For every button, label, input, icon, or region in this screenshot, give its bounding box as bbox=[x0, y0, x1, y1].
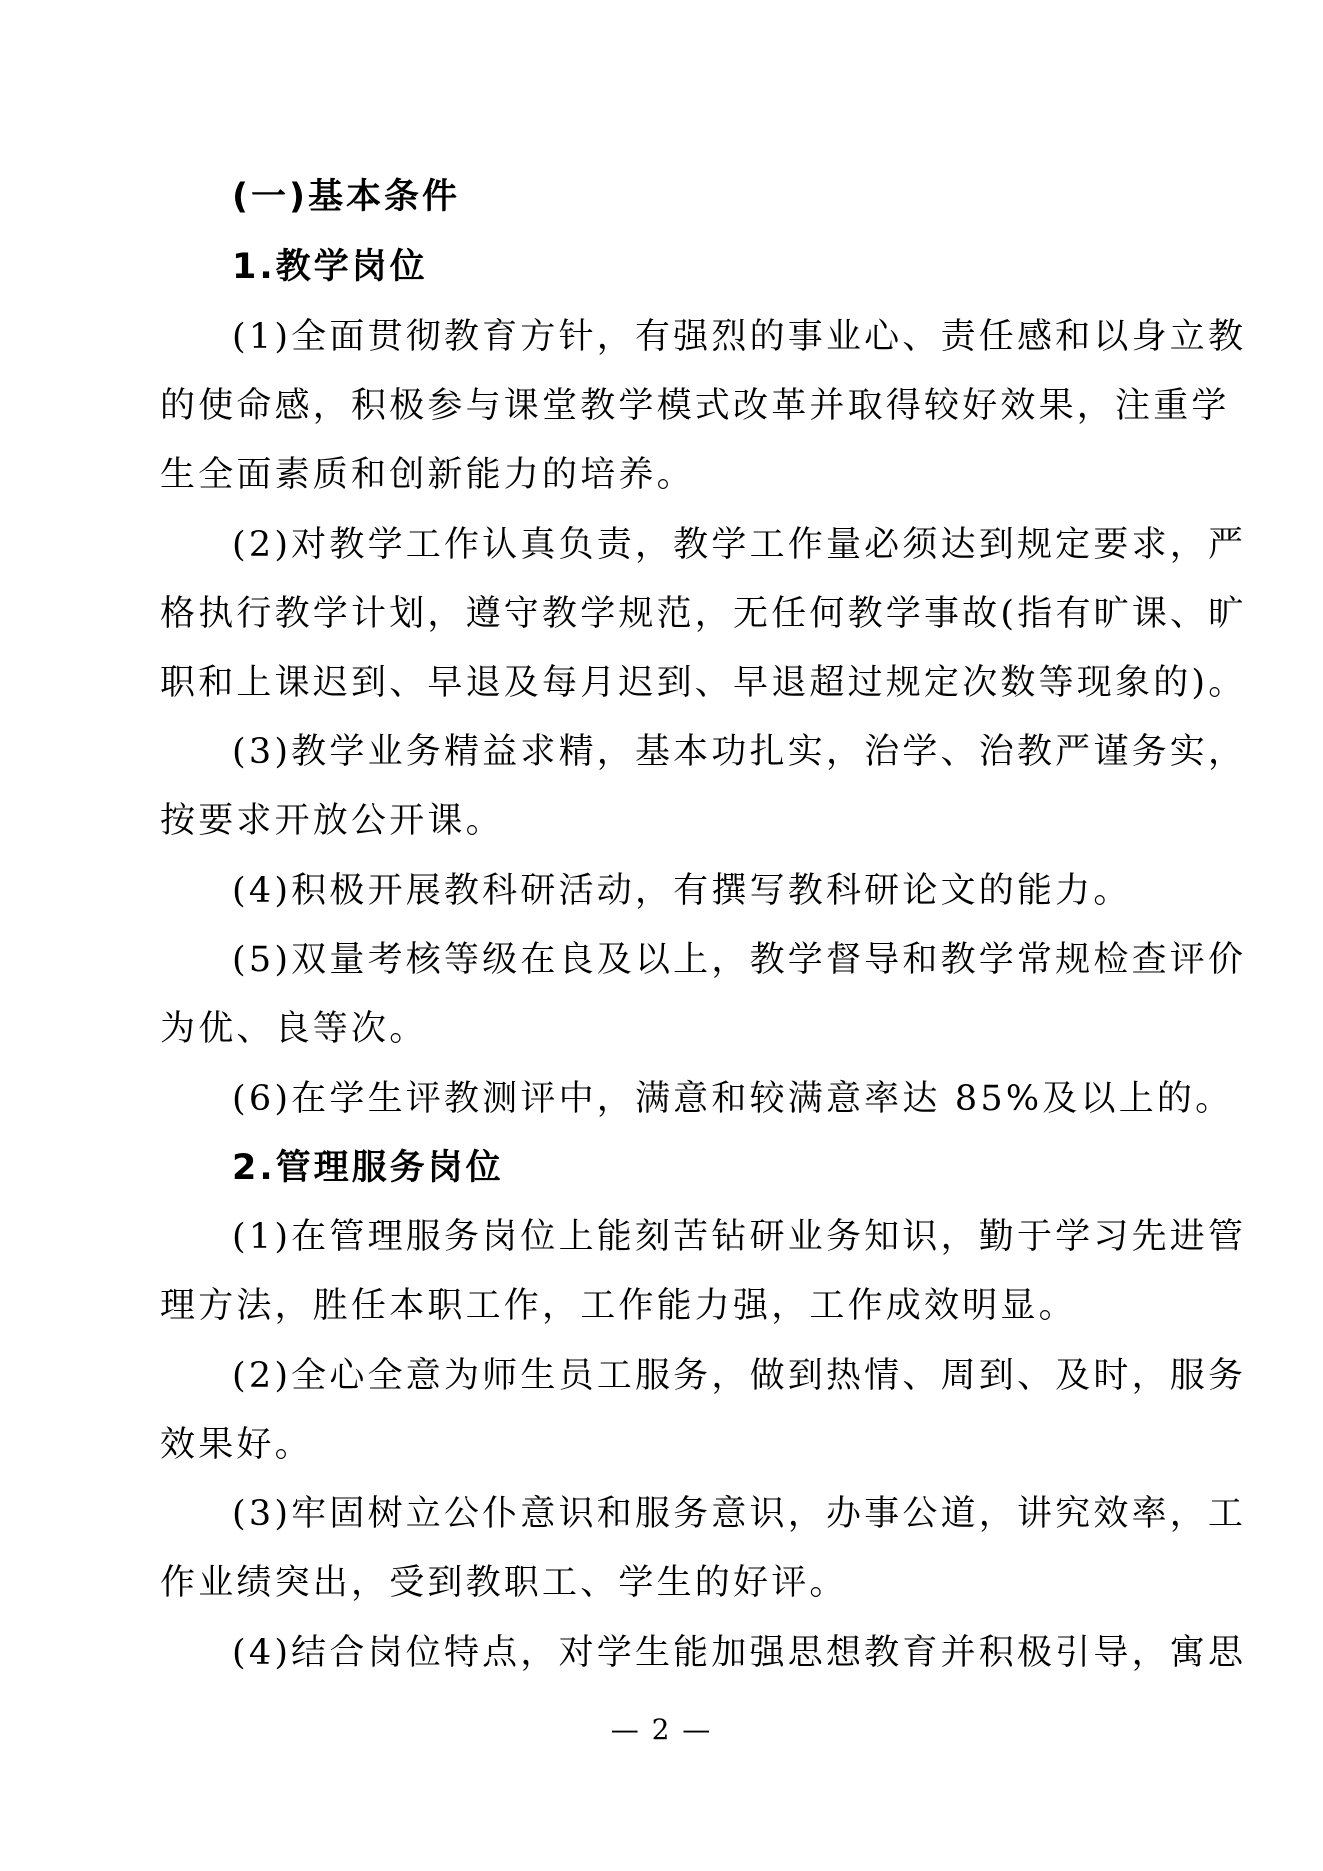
paragraph-line: (1)在管理服务岗位上能刻苦钻研业务知识，勤于学习先进管 bbox=[232, 1217, 1247, 1257]
paragraph-line: (2)对教学工作认真负责，教学工作量必须达到规定要求，严 bbox=[232, 525, 1247, 565]
section-heading: (一)基本条件 bbox=[232, 177, 460, 217]
paragraph-line: (1)全面贯彻教育方针，有强烈的事业心、责任感和以身立教 bbox=[232, 317, 1247, 357]
page-number: — 2 — bbox=[610, 1713, 713, 1746]
paragraph-line: (4)结合岗位特点，对学生能加强思想教育并积极引导，寓思 bbox=[232, 1633, 1247, 1673]
paragraph-line: 理方法，胜任本职工作，工作能力强，工作成效明显。 bbox=[160, 1286, 1077, 1326]
paragraph-line: (3)牢固树立公仆意识和服务意识，办事公道，讲究效率，工 bbox=[232, 1494, 1247, 1534]
paragraph-line: 为优、良等次。 bbox=[160, 1009, 428, 1049]
paragraph-line: 格执行教学计划，遵守教学规范，无任何教学事故(指有旷课、旷 bbox=[160, 594, 1247, 634]
paragraph-line: 按要求开放公开课。 bbox=[160, 801, 504, 841]
paragraph-line: 生全面素质和创新能力的培养。 bbox=[160, 455, 695, 495]
teaching-heading: 1.教学岗位 bbox=[232, 247, 428, 287]
paragraph-line: (5)双量考核等级在良及以上，教学督导和教学常规检查评价 bbox=[232, 940, 1247, 980]
paragraph-line: 效果好。 bbox=[160, 1425, 313, 1465]
paragraph-line: 的使命感，积极参与课堂教学模式改革并取得较好效果，注重学 bbox=[160, 386, 1230, 426]
paragraph-line: (3)教学业务精益求精，基本功扎实，治学、治教严谨务实， bbox=[232, 732, 1247, 772]
paragraph-line: (4)积极开展教科研活动，有撰写教科研论文的能力。 bbox=[232, 871, 1132, 911]
management-heading: 2.管理服务岗位 bbox=[232, 1148, 504, 1188]
paragraph-line: (2)全心全意为师生员工服务，做到热情、周到、及时，服务 bbox=[232, 1356, 1247, 1396]
paragraph-line: 作业绩突出，受到教职工、学生的好评。 bbox=[160, 1563, 848, 1603]
paragraph-line: (6)在学生评教测评中，满意和较满意率达 85%及以上的。 bbox=[232, 1079, 1234, 1119]
paragraph-line: 职和上课迟到、早退及每月迟到、早退超过规定次数等现象的)。 bbox=[160, 663, 1247, 703]
